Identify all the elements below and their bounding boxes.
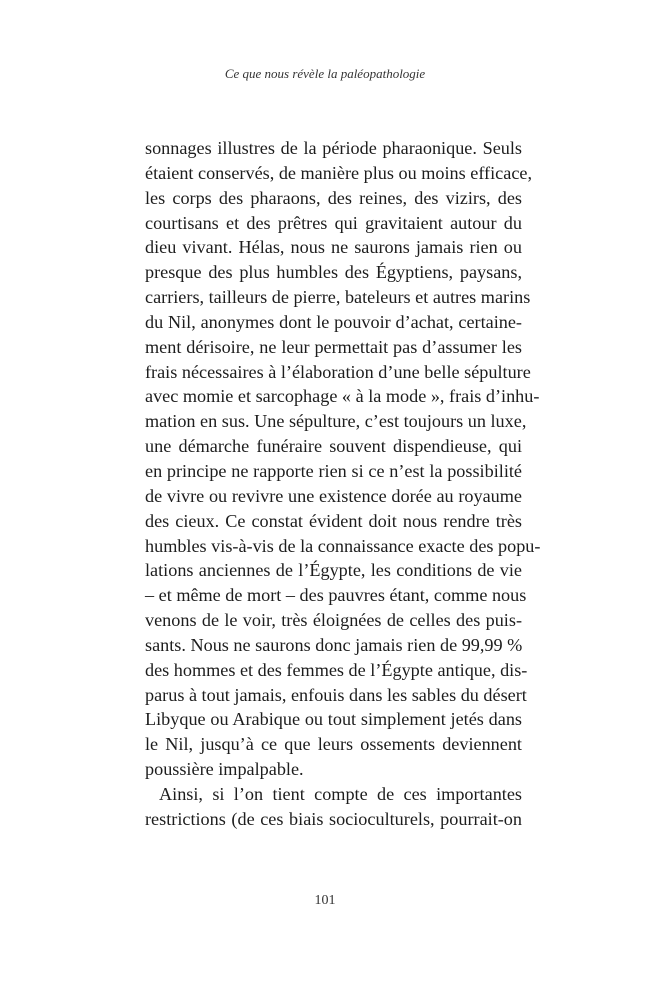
text-line: sonnages illustres de la période pharaonique. Seuls bbox=[145, 138, 522, 158]
text-line: du Nil, anonymes dont le pouvoir d’achat, certaine- bbox=[145, 311, 522, 332]
text-line: des hommes et des femmes de l’Égypte antique, dis- bbox=[145, 659, 528, 680]
text-line: frais nécessaires à l’élaboration d’une belle sépulture bbox=[145, 361, 531, 382]
text-line: étaient conservés, de manière plus ou moins efficace, bbox=[145, 162, 533, 183]
text-line: courtisans et des prêtres qui gravitaient autour du bbox=[145, 212, 522, 233]
text-line: les corps des pharaons, des reines, des vizirs, des bbox=[145, 187, 522, 208]
text-line: en principe ne rapporte rien si ce n’est la possibilité bbox=[145, 460, 522, 481]
running-head: Ce que nous révèle la paléopathologie bbox=[224, 66, 426, 81]
text-line: lations anciennes de l’Égypte, les conditions de vie bbox=[145, 560, 522, 581]
text-line: venons de le voir, très éloignées de celles des puis- bbox=[145, 610, 522, 631]
text-line: parus à tout jamais, enfouis dans les sables du désert bbox=[145, 684, 527, 705]
text-line: mation en sus. Une sépulture, c’est toujours un luxe, bbox=[145, 411, 527, 432]
text-line: restrictions (de ces biais socioculturels, pourrait-on bbox=[145, 808, 522, 829]
text-line: dieu vivant. Hélas, nous ne saurons jamais rien ou bbox=[145, 237, 522, 258]
text-line: carriers, tailleurs de pierre, bateleurs et autres marins bbox=[145, 287, 531, 308]
paragraph bbox=[145, 782, 522, 832]
text-line: presque des plus humbles des Égyptiens, paysans, bbox=[145, 262, 522, 283]
text-line: – et même de mort – des pauvres étant, comme nous bbox=[145, 585, 527, 606]
paragraph bbox=[145, 136, 541, 782]
text-line: de vivre ou revivre une existence dorée au royaume bbox=[145, 485, 522, 506]
text-line: une démarche funéraire souvent dispendieuse, qui bbox=[145, 436, 522, 457]
text-line: Ainsi, si l’on tient compte de ces importantes bbox=[159, 783, 522, 804]
text-line: Libyque ou Arabique ou tout simplement jetés dans bbox=[145, 709, 522, 730]
text-line: poussière impalpable. bbox=[145, 759, 304, 780]
text-line: avec momie et sarcophage « à la mode », frais d’inhu- bbox=[145, 386, 540, 407]
text-line: ment dérisoire, ne leur permettait pas d’assumer les bbox=[145, 336, 522, 357]
text-line: le Nil, jusqu’à ce que leurs ossements deviennent bbox=[145, 734, 522, 755]
text-line: humbles vis-à-vis de la connaissance exacte des popu- bbox=[145, 535, 541, 556]
text-line: sants. Nous ne saurons donc jamais rien de 99,99 % bbox=[145, 634, 523, 655]
page-number: 101 bbox=[314, 893, 336, 908]
body-text bbox=[145, 136, 541, 832]
text-line: des cieux. Ce constat évident doit nous rendre très bbox=[145, 510, 522, 531]
